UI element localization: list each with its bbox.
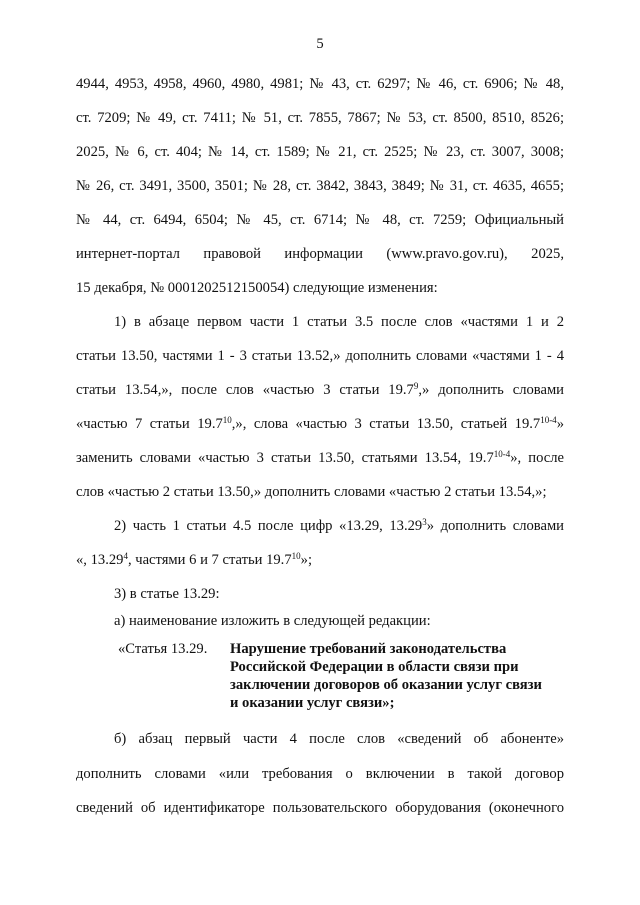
statute-title-line: и оказании услуг связи»; — [230, 695, 395, 711]
superscript: 10-4 — [540, 415, 557, 425]
statute-title-line: заключении договоров об оказании услуг связи — [230, 677, 542, 693]
text-line: сведений об идентификаторе пользовательского оборудования (оконечного — [76, 800, 564, 816]
text-line: 2025, № 6, ст. 404; № 14, ст. 1589; № 21, ст. 2525; № 23, ст. 3007, 3008; — [76, 144, 564, 160]
superscript: 10-4 — [493, 449, 511, 459]
text-line: ст. 7209; № 49, ст. 7411; № 51, ст. 7855, 7867; № 53, ст. 8500, 8510, 8526; — [76, 110, 564, 126]
text-line: 15 декабря, № 0001202512150054) следующие изменения: — [76, 280, 438, 296]
text-line: а) наименование изложить в следующей редакции: — [114, 613, 431, 629]
text-line: 4944, 4953, 4958, 4960, 4980, 4981; № 43, ст. 6297; № 46, ст. 6906; № 48, — [76, 76, 564, 92]
statute-title-line: Нарушение требований законодательства — [230, 641, 507, 657]
superscript: 3 — [422, 517, 427, 527]
text-line: № 44, ст. 6494, 6504; № 45, ст. 6714; № 48, ст. 7259; Официальный — [76, 212, 564, 228]
superscript: 4 — [123, 551, 128, 561]
superscript: 10 — [222, 415, 232, 425]
text-line: «частью 7 статьи 19.7$^{10}$,», слова «частью 3 статьи 13.50, статьей 19.7$^{10-4}$» — [76, 415, 564, 432]
page-number: 5 — [316, 36, 324, 52]
text-line: дополнить словами «или требования о включении в такой договор — [76, 766, 564, 782]
statute-title-line: Российской Федерации в области связи при — [230, 659, 519, 675]
text-line: 3) в статье 13.29: — [114, 586, 220, 602]
text-line: № 26, ст. 3491, 3500, 3501; № 28, ст. 3842, 3843, 3849; № 31, ст. 4635, 4655; — [76, 178, 564, 194]
text-line: б) абзац первый части 4 после слов «сведений об абоненте» — [114, 731, 564, 747]
text-line: 1) в абзаце первом части 1 статьи 3.5 после слов «частями 1 и 2 — [114, 314, 564, 330]
text-line: статьи 13.54,», после слов «частью 3 статьи 19.7$^9$,» дополнить словами — [76, 381, 564, 398]
text-line: «, 13.29$^4$, частями 6 и 7 статьи 19.7$^{10}$»; — [76, 551, 312, 568]
superscript: 10 — [291, 551, 301, 561]
text-line: интернет-портал правовой информации (www.pravo.gov.ru), 2025, — [76, 246, 564, 262]
statute-label: «Статья 13.29. — [118, 641, 208, 657]
text-line: слов «частью 2 статьи 13.50,» дополнить словами «частью 2 статьи 13.54,»; — [76, 484, 547, 500]
text-line: заменить словами «частью 3 статьи 13.50, статьями 13.54, 19.7$^{10-4}$», после — [76, 449, 564, 466]
superscript: 9 — [413, 381, 419, 391]
text-line: статьи 13.50, частями 1 - 3 статьи 13.52,» дополнить словами «частями 1 - 4 — [76, 348, 564, 364]
statute-title — [230, 640, 560, 712]
text-line: 2) часть 1 статьи 4.5 после цифр «13.29, 13.29$^3$» дополнить словами — [114, 517, 564, 534]
